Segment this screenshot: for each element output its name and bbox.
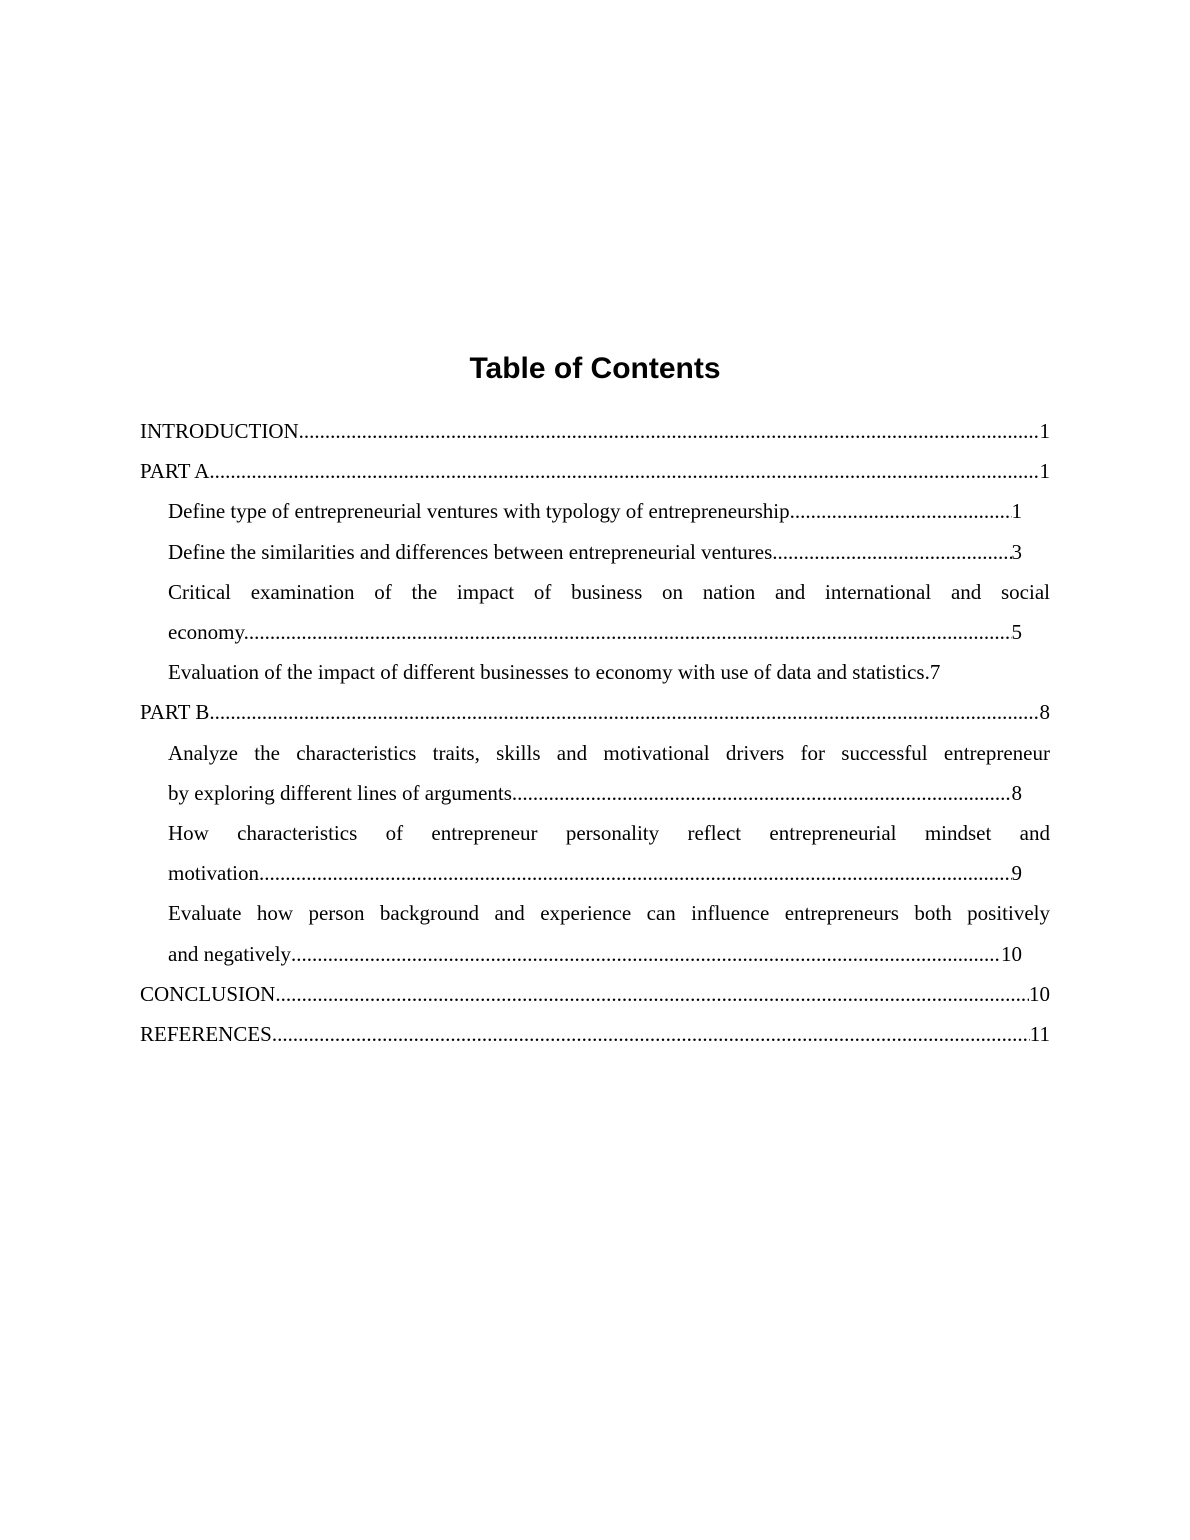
toc-page-number: 1 [1039,459,1050,484]
toc-page-number: 8 [1039,700,1050,725]
dot-leader [209,692,1039,732]
dot-leader [249,612,1012,652]
toc-entry-label: PART A [140,459,210,484]
toc-entry-label-line2: motivation [168,861,259,886]
toc-page-number: 3 [1011,539,1022,564]
toc-entry-label-line1: Critical examination of the impact of business on nation and international and social [168,579,1050,604]
toc-entry-label: INTRODUCTION [140,419,299,443]
toc-entry-label-line1: How characteristics of entrepreneur personality reflect entrepreneurial mindset and [168,821,1050,845]
toc-entry-references[interactable] [140,1014,1050,1054]
toc-entry-evaluation-impact[interactable] [140,652,1050,692]
toc-page-number: 1 [1039,419,1050,443]
toc-entry-conclusion[interactable] [140,974,1050,1014]
toc-entry-introduction[interactable] [140,411,1050,451]
toc-page-number: 8 [1011,780,1022,805]
toc-page-number: 11 [1029,1021,1050,1046]
toc-entry-part-a[interactable] [140,451,1050,491]
toc-entry-label-line2: and negatively [168,941,292,966]
table-of-contents [140,411,1050,1054]
toc-entry-label: Define the similarities and differences between entrepreneurial ventures [168,539,773,564]
toc-page-number: 10 [1029,981,1050,1006]
dot-leader [512,773,1012,813]
toc-entry-label: CONCLUSION [140,981,276,1006]
dot-leader [209,451,1039,491]
toc-page-number: 9 [1011,861,1022,886]
toc-entry-part-b[interactable] [140,692,1050,732]
toc-page-number: 7 [929,660,941,685]
toc-entry-label: Define type of entrepreneurial ventures with typology of entrepreneurship [168,499,790,524]
toc-page-number: 1 [1011,499,1022,524]
dot-leader [275,974,1029,1014]
toc-entry-label: PART B [140,700,210,725]
dot-leader [291,934,1001,974]
toc-title: Table of Contents [469,352,721,385]
toc-page-number: 5 [1011,620,1022,644]
dot-leader [259,853,1012,893]
dot-leader [790,491,1012,531]
toc-page-number: 10 [1001,941,1022,966]
toc-entry-label: Evaluation of the impact of different businesses to economy with use of data and statistics. [168,660,930,685]
toc-entry-label: REFERENCES [140,1021,272,1046]
toc-entry-label-line1: Evaluate how person background and experience can influence entrepreneurs both positively [168,901,1050,926]
toc-entry-define-similarities[interactable] [140,532,1050,572]
toc-entry-how-characteristics[interactable] [140,813,1050,893]
dot-leader [299,411,1040,451]
toc-entry-define-type[interactable] [140,491,1050,531]
toc-entry-critical-examination[interactable] [140,572,1050,652]
dot-leader [772,532,1011,572]
toc-entry-evaluate-background[interactable] [140,893,1050,973]
toc-entry-label-line1: Analyze the characteristics traits, skills and motivational drivers for successful entrepreneur [168,740,1050,765]
dot-leader [272,1014,1030,1054]
toc-entry-label-line2: economy. [168,620,249,644]
toc-entry-analyze-characteristics[interactable] [140,733,1050,813]
toc-entry-label-line2: by exploring different lines of arguments [168,780,512,805]
